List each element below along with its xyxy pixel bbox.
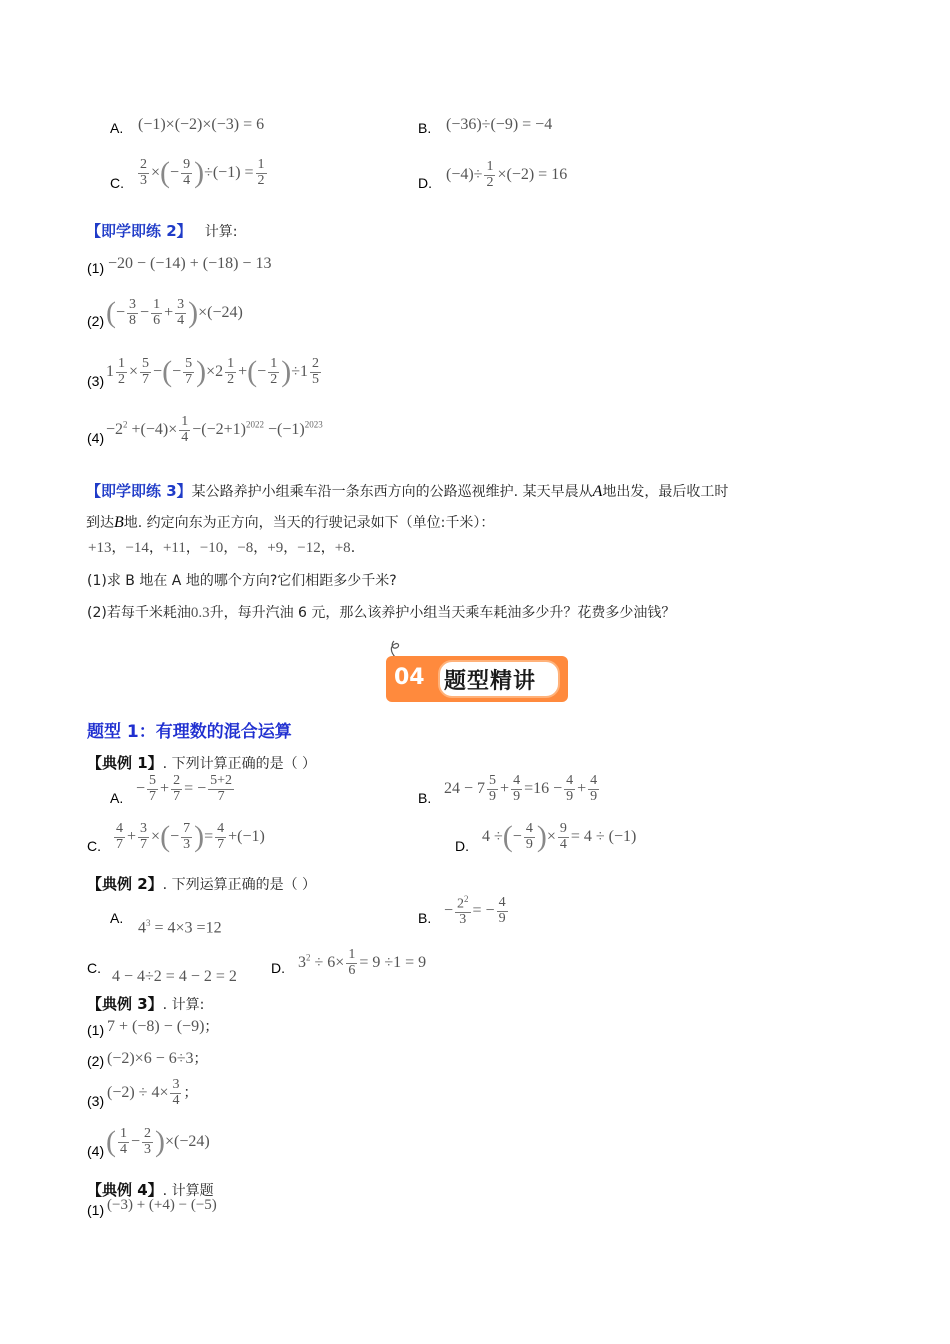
ex3-item2: [107, 1048, 208, 1068]
example1-header: [87, 752, 316, 773]
frac-num: 1: [486, 159, 494, 174]
record: −8: [237, 540, 254, 556]
ex1-option-c-label: C.: [87, 838, 101, 854]
example3-prompt: . 计算:: [162, 997, 205, 1013]
ex2-option-c-expr: 4 − 4÷2 = 4 − 2 = 2: [112, 968, 237, 985]
ex1-option-a-label: A.: [110, 790, 124, 806]
ex1-option-c-expr: $\frac{4}{7}$ + $\frac{3}{7}$ ×(− $\frac{7}{3}$ )= $\frac{4}{7}$ +(−1): [116, 820, 265, 854]
ex4-item1-expr: (−3) + (+4) − (−5): [107, 1197, 217, 1213]
ex3-item4-expr: ( $\frac{1}{4}$ − $\frac{2}{3}$ )×(−24): [106, 1125, 210, 1159]
op: ×: [151, 163, 161, 181]
practice3-q2: [87, 602, 675, 622]
practice3-text: 到达: [86, 515, 114, 531]
section-banner: [386, 656, 568, 702]
option-a-label: A.: [110, 120, 124, 136]
example2-heading: 【典例 2】: [87, 875, 163, 893]
ex2-option-b-expr: − $\frac{2^2}{3}$ = − $\frac{4}{9}$: [444, 894, 506, 928]
section-title: 题型 1：有理数的混合运算: [87, 722, 292, 742]
ex3-item2-expr: (−2)×6 − 6÷3: [107, 1050, 194, 1067]
p2-item4-expr: $-2^2 +(-4)\times$ $\frac{1}{4}$ $-(-2+1)^{2022} -(-1)^{2023}$: [106, 414, 323, 445]
practice3-text: 某公路养护小组乘车沿一条东西方向的公路巡视维护. 某天早晨从: [191, 484, 593, 500]
practice2-header: [86, 220, 237, 241]
record: +11: [162, 540, 186, 556]
option-d-expr: [446, 160, 567, 190]
record: −14: [125, 540, 149, 556]
example3-header: [87, 993, 204, 1014]
expr-rest: ÷(−1) =: [204, 163, 254, 181]
ex1-option-a-expr: − $\frac{5}{7}$ + $\frac{2}{7}$ = − $\frac{5+2}{7}$: [136, 773, 233, 804]
record: +8: [334, 540, 351, 556]
option-b-expr: (−36)÷(−9) = −4: [446, 116, 553, 133]
p2-item2-num: (2): [87, 313, 105, 329]
example4-heading: 【典例 4】: [87, 1181, 163, 1199]
example1-prompt: . 下列计算正确的是（ ）: [162, 756, 317, 772]
practice3-text: 地出发，最后收工时: [602, 484, 729, 500]
ex1-option-b-label: B.: [418, 790, 432, 806]
practice3-heading: 【即学即练 3】: [86, 482, 192, 500]
option-c-label: C.: [110, 175, 124, 191]
ex2-option-a-expr: $4^3 = 4\times 3 =12$: [138, 918, 222, 937]
expr-post: ×(−2) = 16: [497, 165, 568, 183]
record: −12: [297, 540, 321, 556]
banner-title: 题型精讲: [444, 669, 537, 694]
punct: ；: [204, 1019, 219, 1035]
frac-den: 4: [183, 172, 191, 188]
expr-pre: (−4)÷: [446, 165, 483, 183]
q2-text: (2)若每千米耗油: [87, 605, 191, 621]
punct: ；: [183, 1084, 198, 1101]
ex3-item1-expr: 7 + (−8) − (−9): [107, 1018, 205, 1035]
example4-prompt: . 计算题: [162, 1183, 214, 1199]
frac-num: 2: [140, 157, 147, 172]
option-d-label: D.: [418, 175, 432, 191]
var-a: A: [592, 483, 603, 500]
practice2-prompt: 计算:: [204, 224, 238, 240]
example1-heading: 【典例 1】: [87, 754, 163, 772]
ex3-item2-num: (2): [87, 1053, 105, 1069]
q2-text: 升，每升汽油 6 元，那么该养护小组当天乘车耗油多少升？花费多少油钱？: [209, 605, 676, 621]
ex3-item1: [107, 1016, 218, 1036]
ex4-item1-num: (1): [87, 1202, 105, 1218]
ex3-item3-num: (3): [87, 1093, 105, 1109]
frac-num: 9: [183, 157, 191, 172]
ex2-option-b-label: B.: [418, 910, 432, 926]
ex3-item4-num: (4): [87, 1143, 105, 1159]
frac-den: 3: [140, 172, 147, 188]
punct: ；: [193, 1051, 208, 1067]
ex1-option-b-expr: 24 − 7 $\frac{5}{9}$ + $\frac{4}{9}$ =16 − $\frac{4}{9}$ + $\frac{4}{9}$: [444, 773, 598, 804]
record: −10: [199, 540, 224, 556]
record: +9: [267, 540, 284, 556]
frac-den: 2: [486, 174, 494, 190]
p2-item1-expr: −20 − (−14) + (−18) − 13: [108, 255, 272, 272]
option-c-expr: $\frac{2}{3}$ ×(− $\frac{9}{4}$ )÷(−1) = $\frac{1}{2}$: [140, 156, 265, 190]
practice3-text: 地. 约定向东为正方向，当天的行驶记录如下（单位:千米）：: [123, 515, 495, 531]
p2-item3-expr: 1 $\frac{1}{2}$ × $\frac{5}{7}$ −(− $\frac{5}{7}$ )×2 $\frac{1}{2}$ +(− $\frac{1}{2}$ )÷1 $\frac{2}{5}$: [106, 355, 319, 389]
p2-item1-num: (1): [87, 260, 105, 276]
ex2-option-d-label: D.: [271, 960, 285, 976]
example2-header: [87, 873, 316, 894]
option-b-label: B.: [418, 120, 432, 136]
option-a-expr: (−1)×(−2)×(−3) = 6: [138, 116, 265, 133]
ex1-option-d-expr: 4 ÷(− $\frac{4}{9}$ )× $\frac{9}{4}$ = 4 ÷ (−1): [482, 820, 637, 854]
ex2-option-a-label: A.: [110, 910, 124, 926]
p2-item2-expr: (− $\frac{3}{8}$ − $\frac{1}{6}$ + $\frac{3}{4}$ )×(−24): [106, 296, 243, 330]
practice3-paragraph: [86, 476, 866, 538]
practice2-heading: 【即学即练 2】: [86, 222, 192, 240]
p2-item4-num: (4): [87, 430, 105, 446]
ex2-option-c-label: C.: [87, 960, 101, 976]
q2-value: 0.3: [190, 605, 210, 621]
banner-number: 04: [394, 665, 425, 690]
ex2-option-d-expr: $3^2 \div 6\times$ $\frac{1}{6}$ = 9 ÷1 = 9: [298, 947, 427, 978]
p2-item3-num: (3): [87, 373, 105, 389]
ex3-item1-num: (1): [87, 1022, 105, 1038]
ex3-item3-expr: (−2) ÷ 4× $\frac{3}{4}$ ；: [107, 1077, 198, 1108]
frac-den: 2: [257, 172, 265, 188]
frac-num: 1: [257, 157, 265, 172]
example3-heading: 【典例 3】: [87, 995, 163, 1013]
ex1-option-d-label: D.: [455, 838, 469, 854]
practice3-q1: (1)求 B 地在 A 地的哪个方向?它们相距多少千米?: [87, 573, 397, 589]
record: +13: [88, 540, 112, 556]
var-b: B: [114, 514, 124, 531]
example2-prompt: . 下列运算正确的是（ ）: [162, 877, 317, 893]
records-list: +13，−14，+11，−10，−8，+9，−12，+8.: [88, 540, 356, 556]
